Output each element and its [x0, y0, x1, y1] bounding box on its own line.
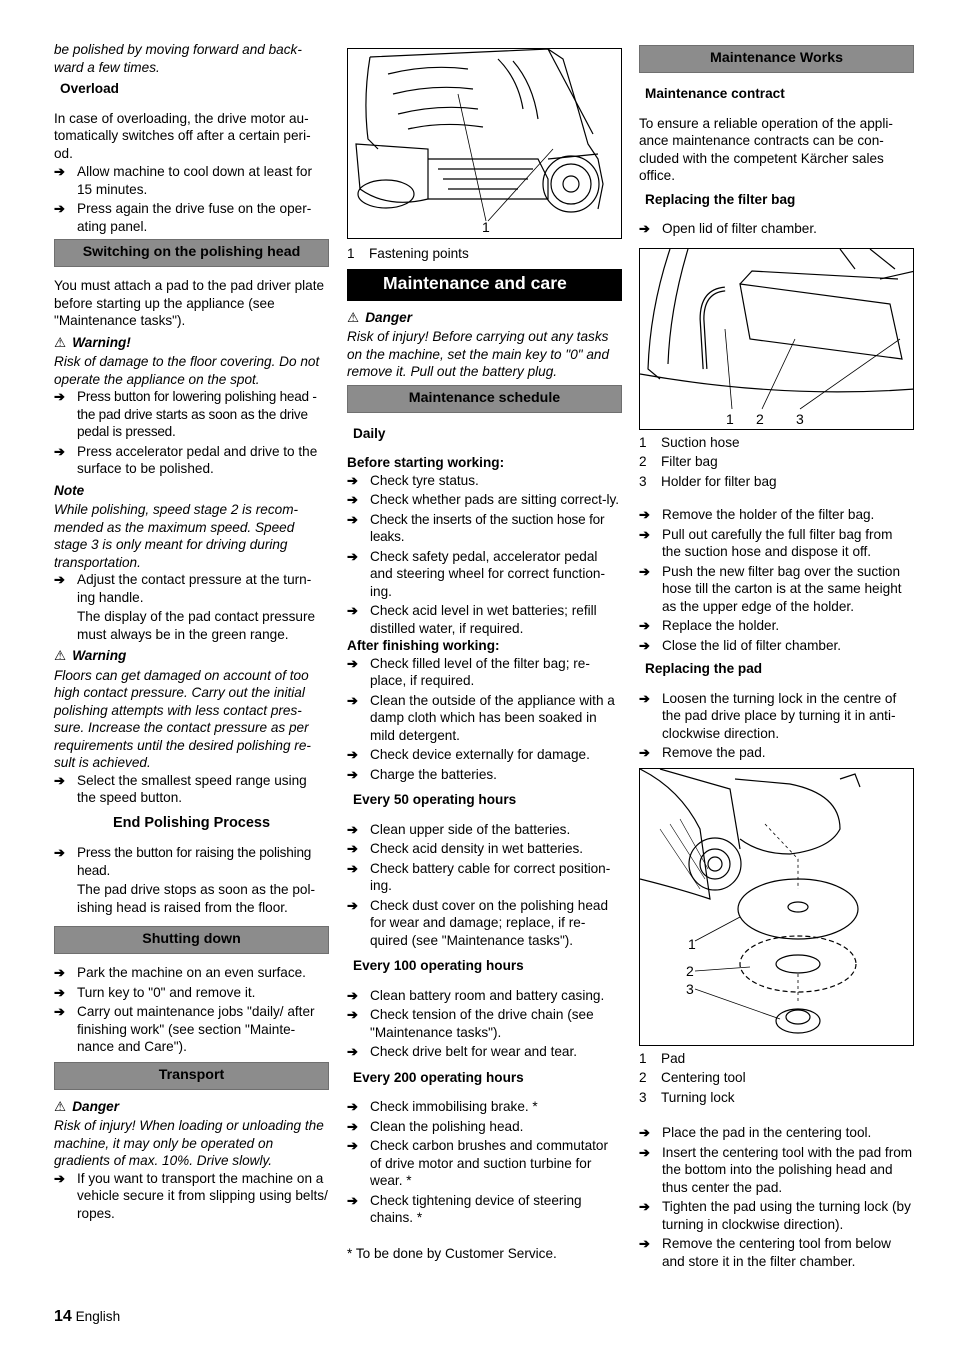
legend-row	[639, 434, 914, 452]
switching-text: You must attach a pad to the pad driver plate before starting up the appliance (see "Maintenance tasks").	[54, 278, 325, 328]
list-item: ➔ Allow machine to cool down at least for 15 minutes.	[54, 163, 329, 198]
legend-number: 3	[639, 1089, 647, 1105]
legend-number: 3	[639, 473, 647, 489]
warning-label: Warning	[72, 648, 127, 663]
warning-heading	[54, 647, 329, 665]
warning-label: Warning!	[72, 334, 131, 350]
callout-1: 1	[482, 219, 490, 235]
contract-heading: Maintenance contract	[645, 86, 785, 101]
list-item: ➔ Press accelerator pedal and drive to the surface to be polished.	[54, 443, 329, 478]
list-item: ➔ Remove the holder of the filter bag.	[639, 506, 914, 524]
section-bar-schedule: Maintenance schedule	[347, 385, 622, 413]
list-item: ➔ Check acid density in wet batteries.	[347, 840, 622, 858]
filter-heading: Replacing the filter bag	[645, 191, 796, 207]
info-text: The pad drive stops as soon as the pol-ishing head is raised from the floor.	[77, 882, 316, 915]
page-footer	[54, 1308, 120, 1326]
hours50-heading: Every 50 operating hours	[353, 792, 517, 807]
column-left	[54, 40, 329, 1222]
list-item: ➔ Place the pad in the centering tool.	[639, 1124, 914, 1142]
after-heading: After finishing working:	[347, 638, 500, 653]
legend-number: 2	[639, 454, 647, 469]
list-item: ➔ Tighten the pad using the turning lock (by turning in clockwise direction).	[639, 1198, 914, 1233]
warning-text: Floors can get damaged on account of too high contact pressure. Carry out the initial polishing attempts with less contact pres-sure. Increase the contact pressure as per requirements until the desired polishing re-sult is achieved.	[54, 667, 311, 770]
legend-number: 1	[347, 246, 355, 261]
list-item: ➔ Check tightening device of steering chains. *	[347, 1192, 622, 1227]
legend-text: Turning lock	[661, 1089, 735, 1105]
list-item: ➔ Check tension of the drive chain (see "Maintenance tasks").	[347, 1006, 622, 1041]
legend-number: 2	[639, 1070, 647, 1085]
legend-row	[639, 473, 914, 491]
list-item: ➔ Press button for lowering polishing head - the pad drive starts as soon as the drive pedal is pressed.	[54, 388, 329, 441]
list-item: ➔ Press again the drive fuse on the oper-ating panel.	[54, 200, 329, 235]
list-item: ➔ Press the button for raising the polishing head.	[54, 844, 329, 879]
legend-row	[639, 453, 914, 471]
list-item: ➔ Turn key to "0" and remove it.	[54, 984, 329, 1002]
danger-label: Danger	[365, 309, 413, 325]
list-item: ➔ Clean the outside of the appliance with a damp cloth which has been soaked in mild detergent.	[347, 692, 622, 745]
list-item: ➔ Remove the pad.	[639, 744, 914, 762]
list-item: ➔ Check acid level in wet batteries; refill distilled water, if required.	[347, 602, 622, 637]
pad-heading: Replacing the pad	[645, 661, 763, 676]
filter-bag-illustration	[640, 249, 914, 430]
list-item: ➔ Loosen the turning lock in the centre of the pad drive place by turning it in anti-clockwise direction.	[639, 690, 914, 743]
callout-2: 2	[686, 962, 694, 979]
list-item: ➔ Check dust cover on the polishing head for wear and damage; replace, if re-quired (see "Maintenance tasks").	[347, 897, 622, 950]
warning-heading	[54, 334, 329, 352]
list-item: ➔ Clean battery room and battery casing.	[347, 987, 622, 1005]
intro-text: be polished by moving forward and back-ward a few times.	[54, 42, 302, 75]
legend-text: Centering tool	[661, 1070, 746, 1085]
list-item: ➔ Close the lid of filter chamber.	[639, 637, 914, 655]
column-right	[639, 40, 914, 1270]
list-item: ➔ Pull out carefully the full filter bag from the suction hose and dispose it off.	[639, 526, 914, 561]
list-item: ➔ Charge the batteries.	[347, 766, 622, 784]
list-item: ➔ Replace the holder.	[639, 617, 914, 635]
pad-illustration	[640, 769, 914, 1046]
before-heading: Before starting working:	[347, 455, 505, 470]
page-number: 14	[54, 1308, 72, 1325]
legend-text: Pad	[661, 1050, 686, 1066]
section-bar-switching: Switching on the polishing head	[54, 239, 329, 267]
warning-triangle-icon: ⚠	[54, 1098, 67, 1114]
list-item: ➔ Clean the polishing head.	[347, 1118, 622, 1136]
warning-text: Risk of damage to the floor covering. Do not operate the appliance on the spot.	[54, 354, 320, 387]
callout-2: 2	[756, 410, 764, 427]
machine-illustration	[348, 49, 622, 239]
warning-triangle-icon: ⚠	[347, 309, 360, 325]
list-item: ➔ Check tyre status.	[347, 472, 622, 490]
legend-number: 1	[639, 1050, 647, 1066]
legend-number: 1	[639, 434, 647, 450]
list-item: ➔ Check drive belt for wear and tear.	[347, 1043, 622, 1061]
legend-row	[639, 1069, 914, 1087]
list-item: ➔ Check device externally for damage.	[347, 746, 622, 764]
section-bar-shutting: Shutting down	[54, 926, 329, 954]
hours200-heading: Every 200 operating hours	[353, 1069, 524, 1085]
danger-text: Risk of injury! Before carrying out any tasks on the machine, set the main key to "0" and remove it. Pull out the battery plug.	[347, 329, 610, 379]
end-polishing-heading: End Polishing Process	[112, 814, 271, 831]
list-item: ➔ Check filled level of the filter bag; re-place, if required.	[347, 655, 622, 690]
list-item: ➔ Park the machine on an even surface.	[54, 964, 329, 982]
list-item: ➔ Check battery cable for correct position-ing.	[347, 860, 622, 895]
overload-heading: Overload	[60, 81, 119, 96]
danger-heading	[347, 309, 622, 327]
figure-filter-bag	[639, 248, 914, 430]
list-item: ➔ Carry out maintenance jobs "daily/ after finishing work" (see section "Mainte-nance and Care").	[54, 1003, 329, 1056]
list-item: ➔ Insert the centering tool with the pad from the bottom into the polishing head and thus center the pad.	[639, 1144, 914, 1197]
callout-1: 1	[726, 410, 734, 427]
legend-row	[639, 1050, 914, 1068]
language-label: English	[75, 1309, 121, 1324]
overload-text: In case of overloading, the drive motor au-tomatically switches off after a certain peri-od.	[54, 110, 311, 161]
maintenance-and-care-title: Maintenance and care	[347, 269, 622, 301]
info-text: The display of the pad contact pressure must always be in the green range.	[77, 609, 316, 642]
warning-triangle-icon: ⚠	[54, 648, 67, 663]
list-item: ➔ Check immobilising brake. *	[347, 1098, 622, 1116]
list-item: ➔ Open lid of filter chamber.	[639, 220, 914, 238]
legend-text: Suction hose	[661, 434, 740, 450]
note-text: While polishing, speed stage 2 is recom-mended as the maximum speed. Speed stage 3 is only meant for driving during transportation.	[54, 502, 299, 570]
callout-3: 3	[796, 410, 804, 427]
column-middle	[347, 40, 622, 1262]
note-label: Note	[54, 482, 85, 498]
legend-text: Filter bag	[661, 454, 718, 469]
section-bar-maintenance-works: Maintenance Works	[639, 45, 914, 73]
figure-pad	[639, 768, 914, 1046]
list-item: ➔ Select the smallest speed range using the speed button.	[54, 772, 329, 807]
figure-fastening-points	[347, 48, 622, 239]
list-item: ➔ Push the new filter bag over the suction hose till the carton is at the same height as the upper edge of the holder.	[639, 563, 914, 616]
list-item: ➔ Clean upper side of the batteries.	[347, 821, 622, 839]
legend-text: Holder for filter bag	[661, 473, 777, 489]
list-item: ➔ If you want to transport the machine on a vehicle secure it from slipping using belts/ ropes.	[54, 1170, 329, 1223]
list-item: ➔ Remove the centering tool from below and store it in the filter chamber.	[639, 1235, 914, 1270]
contract-text: To ensure a reliable operation of the appli-ance maintenance contracts can be con-cluded with the competent Kärcher sales office.	[639, 115, 893, 183]
list-item: ➔ Adjust the contact pressure at the turn-ing handle.	[54, 571, 329, 606]
footnote: * To be done by Customer Service.	[347, 1245, 557, 1261]
warning-triangle-icon: ⚠	[54, 334, 67, 350]
danger-heading	[54, 1098, 329, 1116]
list-item: ➔ Check the inserts of the suction hose for leaks.	[347, 511, 622, 546]
daily-heading: Daily	[353, 425, 386, 441]
hours100-heading: Every 100 operating hours	[353, 958, 524, 973]
danger-label: Danger	[72, 1098, 120, 1114]
legend-row	[347, 245, 622, 263]
section-bar-transport: Transport	[54, 1062, 329, 1090]
list-item: ➔ Check safety pedal, accelerator pedal and steering wheel for correct function-ing.	[347, 548, 622, 601]
list-item: ➔ Check carbon brushes and commutator of drive motor and suction turbine for wear. *	[347, 1137, 622, 1190]
legend-text: Fastening points	[369, 246, 469, 261]
callout-1: 1	[688, 935, 696, 952]
danger-text: Risk of injury! When loading or unloading the machine, it may only be operated on gradients of max. 10%. Drive slowly.	[54, 1118, 324, 1168]
callout-3: 3	[686, 980, 694, 997]
list-item: ➔ Check whether pads are sitting correct-ly.	[347, 491, 622, 509]
legend-row	[639, 1089, 914, 1107]
